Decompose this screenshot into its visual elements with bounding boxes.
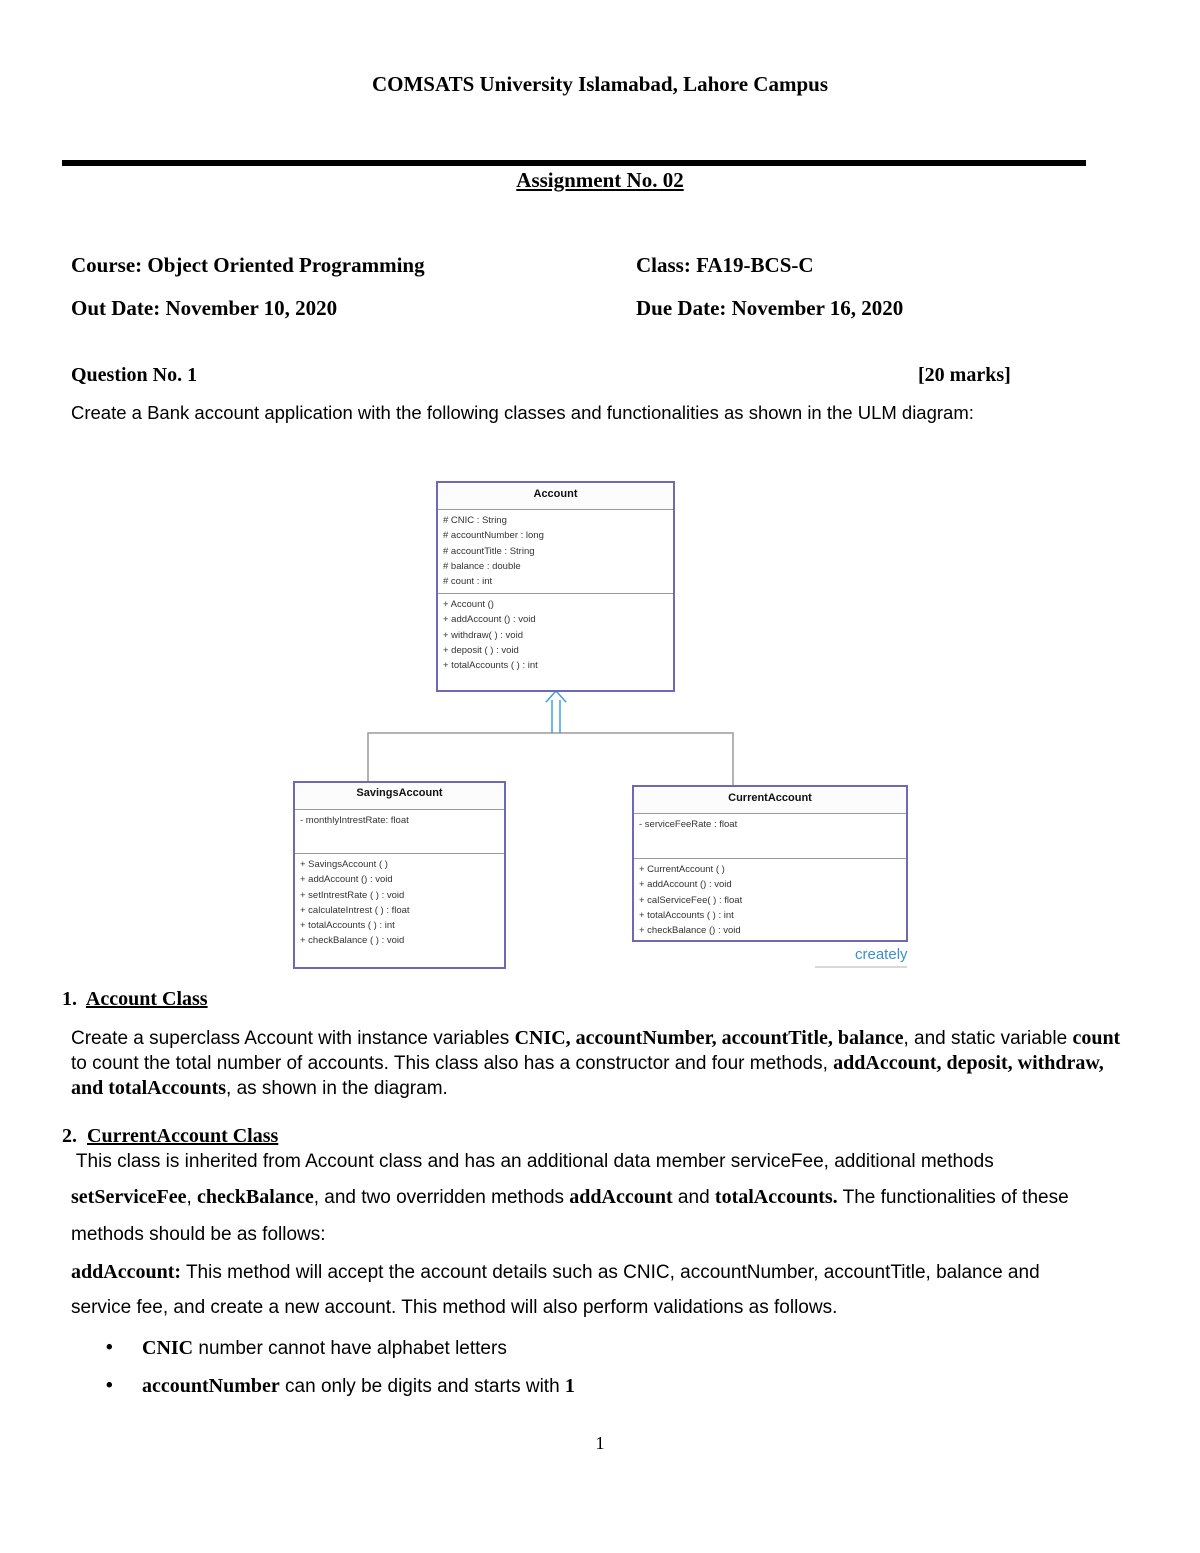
account-attr: # accountNumber : long	[443, 530, 544, 542]
due-date: Due Date: November 16, 2020	[636, 296, 904, 320]
account-class-title: Account	[438, 483, 673, 510]
section-1-paragraph	[71, 1026, 1131, 1101]
header-rule	[62, 160, 1086, 166]
s2-line-1: This class is inherited from Account class and has an additional data member serviceFee, additional methods	[71, 1151, 994, 1172]
savings-attributes	[295, 810, 504, 854]
savings-attr: - monthlyIntrestRate: float	[300, 815, 409, 826]
bold-addAccount-label: addAccount:	[71, 1261, 182, 1283]
current-account-class-box	[632, 785, 908, 942]
connector-line	[368, 733, 733, 786]
account-method: + addAccount () : void	[443, 614, 536, 626]
current-method: + totalAccounts ( ) : int	[639, 909, 734, 921]
savings-method: + SavingsAccount ( )	[300, 859, 388, 870]
current-attr: - serviceFeeRate : float	[639, 819, 738, 830]
s2-text: This method will accept the account details such as CNIC, accountNumber, accountTitle, balance and	[181, 1262, 1040, 1283]
s2-line-3: methods should be as follows:	[71, 1224, 326, 1245]
course-label: Course: Object Oriented Programming	[71, 253, 425, 277]
class-label: Class: FA19-BCS-C	[636, 253, 814, 277]
bold-checkBalance: checkBalance	[197, 1186, 314, 1208]
s2-text: ,	[186, 1187, 198, 1208]
current-method: + checkBalance () : void	[639, 925, 741, 937]
bullet-dot: •	[106, 1375, 113, 1396]
bold-setServiceFee: setServiceFee	[71, 1186, 187, 1208]
account-attr: # accountTitle : String	[443, 545, 535, 557]
s2-text: and	[672, 1187, 715, 1208]
bullet-item	[106, 1375, 575, 1398]
s2-text: The functionalities of these	[837, 1187, 1069, 1208]
current-account-class-title: CurrentAccount	[634, 787, 906, 814]
bold-totalAccounts: totalAccounts.	[714, 1186, 838, 1208]
s2-line-2	[71, 1186, 1069, 1209]
bullet-bold: CNIC	[142, 1337, 194, 1359]
savings-account-class-title: SavingsAccount	[295, 783, 504, 810]
s2-line-5: service fee, and create a new account. This method will also perform validations as follows.	[71, 1297, 838, 1318]
account-attributes	[438, 510, 673, 594]
s1-text: to count the total number of accounts. This class also has a constructor and four methods,	[71, 1053, 834, 1074]
savings-method: + checkBalance ( ) : void	[300, 935, 405, 947]
inheritance-arrow-head	[546, 691, 566, 702]
assignment-title: Assignment No. 02	[516, 168, 684, 192]
university-title: COMSATS University Islamabad, Lahore Campus	[371, 72, 829, 96]
current-method: + calServiceFee( ) : float	[639, 894, 743, 906]
bullet-dot: •	[106, 1337, 113, 1358]
question-label: Question No. 1	[71, 364, 198, 386]
s2-line-4	[71, 1261, 1040, 1284]
account-class-box	[436, 481, 675, 692]
savings-method: + setIntrestRate ( ) : void	[300, 889, 405, 901]
section-2-title: CurrentAccount Class	[87, 1125, 279, 1147]
current-method: + CurrentAccount ( )	[639, 864, 725, 875]
current-attributes	[634, 814, 906, 859]
page-number: 1	[595, 1433, 605, 1453]
section-1-title: Account Class	[85, 988, 208, 1010]
bullet-bold: accountNumber	[142, 1375, 280, 1397]
bullet-text: can only be digits and starts with	[279, 1376, 565, 1397]
bullet-text: number cannot have alphabet letters	[193, 1338, 507, 1359]
s1-bold-methods: addAccount, deposit, withdraw, and totalAccounts	[71, 1052, 1104, 1099]
section-2-heading	[62, 1125, 278, 1148]
section-1-number: 1.	[62, 988, 77, 1010]
section-1-heading	[62, 988, 208, 1011]
savings-method: + calculateIntrest ( ) : float	[300, 904, 410, 916]
s1-text: , and static variable	[903, 1028, 1073, 1049]
s1-text: , as shown in the diagram.	[226, 1078, 448, 1099]
savings-methods	[295, 854, 504, 949]
savings-method: + addAccount () : void	[300, 874, 393, 886]
account-attr: # count : int	[443, 576, 493, 588]
account-method: + deposit ( ) : void	[443, 644, 519, 656]
s1-text: Create a superclass Account with instance variables	[71, 1028, 515, 1049]
question-intro: Create a Bank account application with the following classes and functionalities as shown in the ULM diagram:	[71, 402, 974, 423]
savings-method: + totalAccounts ( ) : int	[300, 920, 395, 932]
section-2-number: 2.	[62, 1125, 77, 1147]
current-method: + addAccount () : void	[639, 879, 732, 891]
account-method: + Account ()	[443, 599, 494, 610]
account-method: + withdraw( ) : void	[443, 629, 523, 641]
bullet-item	[106, 1337, 507, 1360]
creately-tagline-bar	[815, 966, 907, 968]
account-attr: # CNIC : String	[443, 515, 507, 526]
account-method: + totalAccounts ( ) : int	[443, 660, 538, 672]
account-methods	[438, 594, 673, 673]
account-attr: # balance : double	[443, 560, 521, 572]
creately-logo: creately	[855, 946, 908, 963]
out-date: Out Date: November 10, 2020	[71, 296, 338, 320]
s1-bold-vars: CNIC, accountNumber, accountTitle, balance	[514, 1027, 904, 1049]
bullet-bold-digit: 1	[564, 1375, 575, 1397]
savings-account-class-box	[293, 781, 506, 969]
s1-bold-count: count	[1072, 1027, 1121, 1049]
question-marks: [20 marks]	[918, 364, 1011, 386]
s2-text: , and two overridden methods	[313, 1187, 570, 1208]
bold-addAccount: addAccount	[569, 1186, 673, 1208]
current-methods	[634, 859, 906, 938]
